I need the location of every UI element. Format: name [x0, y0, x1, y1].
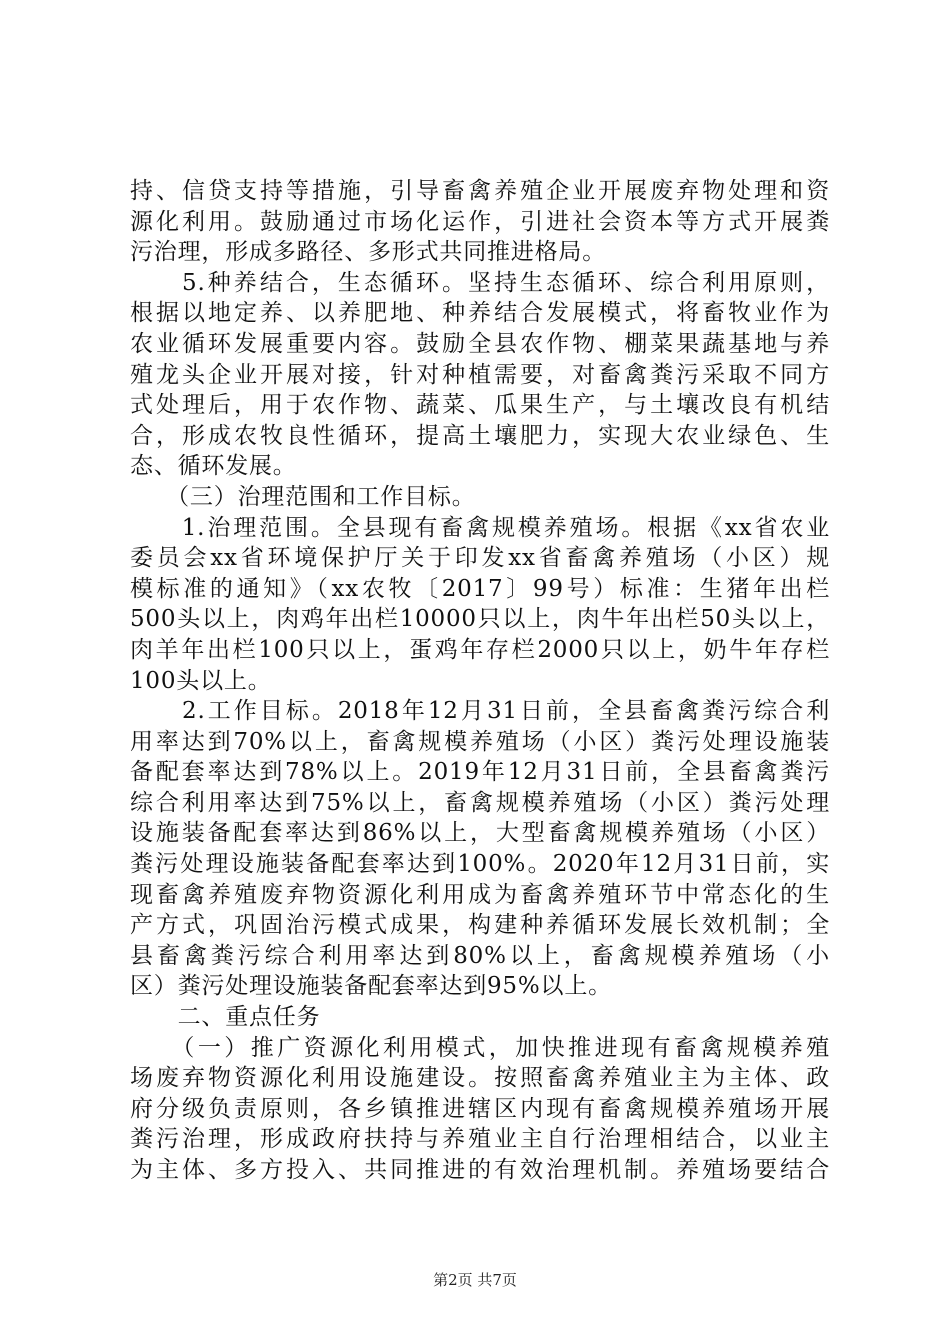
text-line: 合，形成农牧良性循环，提高土壤肥力，实现大农业绿色、生 — [130, 422, 830, 449]
text-line: 场废弃物资源化利用设施建设。按照畜禽养殖业主为主体、政 — [130, 1065, 830, 1092]
text-line: 污治理，形成多路径、多形式共同推进格局。 — [130, 239, 606, 266]
text-line: 2.工作目标。2018年12月31日前，全县畜禽粪污综合利 — [130, 698, 830, 725]
text-line: 肉羊年出栏100只以上，蛋鸡年存栏2000只以上，奶牛年存栏 — [130, 636, 830, 663]
text-line: 500头以上，肉鸡年出栏10000只以上，肉牛年出栏50头以上， — [130, 606, 830, 633]
text-line: 源化利用。鼓励通过市场化运作，引进社会资本等方式开展粪 — [130, 208, 830, 235]
text-line: 粪污治理，形成政府扶持与养殖业主自行治理相结合，以业主 — [130, 1126, 830, 1153]
text-line: 区）粪污处理设施装备配套率达到95%以上。 — [130, 973, 612, 1000]
body-text — [130, 176, 830, 1186]
text-line: 备配套率达到78%以上。2019年12月31日前，全县畜禽粪污 — [130, 759, 830, 786]
text-line: 模标准的通知》（xx农牧〔2017〕99号）标准：生猪年出栏 — [130, 575, 830, 602]
text-line: 粪污处理设施装备配套率达到100%。2020年12月31日前，实 — [130, 851, 830, 878]
text-line: 设施装备配套率达到86%以上，大型畜禽规模养殖场（小区） — [130, 820, 830, 847]
text-line: 为主体、多方投入、共同推进的有效治理机制。养殖场要结合 — [130, 1157, 830, 1183]
text-line: 式处理后，用于农作物、蔬菜、瓜果生产，与土壤改良有机结 — [130, 392, 830, 419]
text-line: （三）治理范围和工作目标。 — [130, 483, 476, 510]
text-line: 态、循环发展。 — [130, 453, 297, 480]
text-line: 100头以上。 — [130, 667, 272, 694]
text-line: 用率达到70%以上，畜禽规模养殖场（小区）粪污处理设施装 — [130, 728, 830, 755]
text-line: 持、信贷支持等措施，引导畜禽养殖企业开展废弃物处理和资 — [130, 178, 830, 204]
text-line: （一）推广资源化利用模式，加快推进现有畜禽规模养殖 — [130, 1034, 830, 1061]
page-footer: 第2页 共7页 — [433, 1271, 517, 1289]
text-line: 1.治理范围。全县现有畜禽规模养殖场。根据《xx省农业 — [130, 514, 830, 541]
text-line: 委员会xx省环境保护厅关于印发xx省畜禽养殖场（小区）规 — [130, 545, 830, 572]
text-line: 农业循环发展重要内容。鼓励全县农作物、棚菜果蔬基地与养 — [130, 330, 830, 357]
text-line: 殖龙头企业开展对接，针对种植需要，对畜禽粪污采取不同方 — [130, 361, 830, 388]
text-line: 二、重点任务 — [130, 1004, 321, 1031]
text-line: 县畜禽粪污综合利用率达到80%以上，畜禽规模养殖场（小 — [130, 942, 830, 969]
text-line: 根据以地定养、以养肥地、种养结合发展模式，将畜牧业作为 — [130, 300, 830, 327]
text-line: 5.种养结合，生态循环。坚持生态循环、综合利用原则， — [130, 269, 830, 296]
text-line: 综合利用率达到75%以上，畜禽规模养殖场（小区）粪污处理 — [130, 789, 830, 816]
text-line: 府分级负责原则，各乡镇推进辖区内现有畜禽规模养殖场开展 — [130, 1095, 830, 1122]
text-line: 产方式，巩固治污模式成果，构建种养循环发展长效机制；全 — [130, 912, 830, 939]
text-line: 现畜禽养殖废弃物资源化利用成为畜禽养殖环节中常态化的生 — [130, 881, 830, 908]
